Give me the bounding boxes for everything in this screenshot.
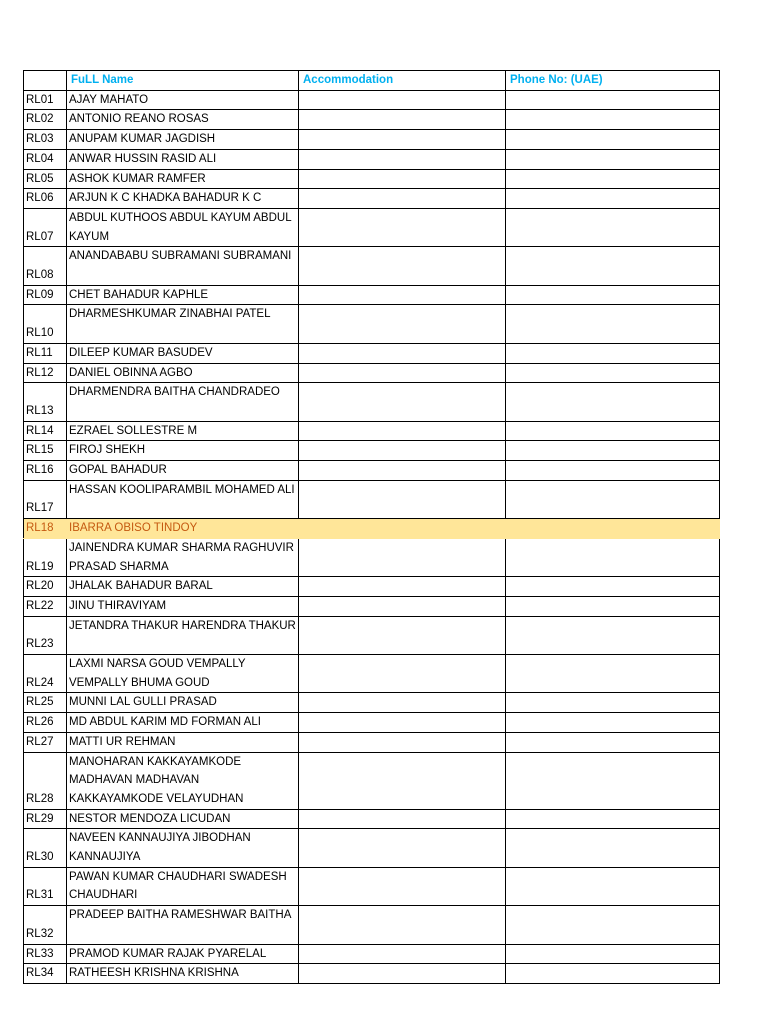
cell-id: RL14 [24,421,67,441]
cell-phone [506,110,720,130]
cell-id: RL16 [24,461,67,481]
cell-full-name: IBARRA OBISO TINDOY [67,519,299,539]
table-row [24,519,720,539]
cell-id: RL29 [24,809,67,829]
table-row [24,285,720,305]
cell-full-name: ASHOK KUMAR RAMFER [67,169,299,189]
cell-phone [506,596,720,616]
cell-phone [506,130,720,150]
cell-id: RL19 [24,538,67,576]
cell-id: RL03 [24,130,67,150]
cell-id: RL01 [24,90,67,110]
table-row [24,208,720,246]
table-row [24,944,720,964]
cell-full-name: GOPAL BAHADUR [67,461,299,481]
cell-accommodation [299,149,506,169]
table-row [24,480,720,518]
cell-id: RL33 [24,944,67,964]
cell-accommodation [299,480,506,518]
cell-full-name: JHALAK BAHADUR BARAL [67,577,299,597]
table-row [24,732,720,752]
cell-full-name: PAWAN KUMAR CHAUDHARI SWADESH CHAUDHARI [67,867,299,905]
cell-accommodation [299,944,506,964]
cell-accommodation [299,305,506,343]
cell-accommodation [299,285,506,305]
cell-accommodation [299,616,506,654]
cell-phone [506,208,720,246]
cell-id: RL27 [24,732,67,752]
table-row [24,363,720,383]
roster-table [23,70,720,984]
cell-phone [506,752,720,809]
cell-full-name: LAXMI NARSA GOUD VEMPALLY VEMPALLY BHUMA GOUD [67,655,299,693]
cell-id: RL13 [24,383,67,421]
cell-accommodation [299,655,506,693]
cell-id: RL28 [24,752,67,809]
cell-full-name: ABDUL KUTHOOS ABDUL KAYUM ABDUL KAYUM [67,208,299,246]
cell-full-name: PRADEEP BAITHA RAMESHWAR BAITHA [67,906,299,944]
cell-accommodation [299,441,506,461]
cell-id: RL32 [24,906,67,944]
cell-id: RL20 [24,577,67,597]
cell-accommodation [299,343,506,363]
cell-full-name: RATHEESH KRISHNA KRISHNA [67,964,299,984]
cell-full-name: MD ABDUL KARIM MD FORMAN ALI [67,713,299,733]
cell-accommodation [299,461,506,481]
cell-phone [506,964,720,984]
cell-full-name: ANWAR HUSSIN RASID ALI [67,149,299,169]
table-row [24,343,720,363]
table-row [24,189,720,209]
cell-full-name: DILEEP KUMAR BASUDEV [67,343,299,363]
cell-id: RL02 [24,110,67,130]
cell-accommodation [299,208,506,246]
cell-accommodation [299,538,506,576]
cell-id: RL09 [24,285,67,305]
cell-accommodation [299,596,506,616]
table-row [24,616,720,654]
table-row [24,693,720,713]
table-row [24,867,720,905]
cell-phone [506,906,720,944]
cell-phone [506,305,720,343]
cell-id: RL24 [24,655,67,693]
table-row [24,461,720,481]
cell-phone [506,285,720,305]
cell-id: RL17 [24,480,67,518]
cell-phone [506,944,720,964]
cell-full-name: DHARMENDRA BAITHA CHANDRADEO [67,383,299,421]
cell-phone [506,363,720,383]
cell-accommodation [299,90,506,110]
cell-phone [506,90,720,110]
cell-accommodation [299,693,506,713]
cell-accommodation [299,519,506,539]
table-row [24,90,720,110]
table-row [24,110,720,130]
cell-phone [506,441,720,461]
cell-full-name: DANIEL OBINNA AGBO [67,363,299,383]
cell-phone [506,480,720,518]
cell-accommodation [299,577,506,597]
cell-full-name: NESTOR MENDOZA LICUDAN [67,809,299,829]
cell-id: RL22 [24,596,67,616]
cell-id: RL08 [24,247,67,285]
cell-id: RL31 [24,867,67,905]
cell-accommodation [299,809,506,829]
cell-accommodation [299,383,506,421]
cell-accommodation [299,247,506,285]
cell-phone [506,809,720,829]
cell-id: RL26 [24,713,67,733]
cell-full-name: DHARMESHKUMAR ZINABHAI PATEL [67,305,299,343]
cell-accommodation [299,752,506,809]
cell-accommodation [299,130,506,150]
cell-id: RL05 [24,169,67,189]
cell-full-name: NAVEEN KANNAUJIYA JIBODHAN KANNAUJIYA [67,829,299,867]
cell-full-name: FIROJ SHEKH [67,441,299,461]
table-row [24,577,720,597]
cell-full-name: ANUPAM KUMAR JAGDISH [67,130,299,150]
cell-phone [506,577,720,597]
cell-full-name: MATTI UR REHMAN [67,732,299,752]
cell-accommodation [299,169,506,189]
cell-accommodation [299,829,506,867]
cell-phone [506,867,720,905]
cell-accommodation [299,713,506,733]
cell-accommodation [299,189,506,209]
table-row [24,441,720,461]
cell-accommodation [299,732,506,752]
cell-accommodation [299,110,506,130]
header-full-name: FuLL Name [67,71,299,91]
cell-accommodation [299,421,506,441]
cell-phone [506,655,720,693]
table-body [24,90,720,983]
cell-phone [506,421,720,441]
cell-full-name: ANANDABABU SUBRAMANI SUBRAMANI [67,247,299,285]
cell-full-name: JINU THIRAVIYAM [67,596,299,616]
cell-id: RL30 [24,829,67,867]
cell-full-name: JETANDRA THAKUR HARENDRA THAKUR [67,616,299,654]
table-row [24,809,720,829]
cell-full-name: ANTONIO REANO ROSAS [67,110,299,130]
table-row [24,906,720,944]
cell-full-name: AJAY MAHATO [67,90,299,110]
cell-id: RL11 [24,343,67,363]
header-row [24,71,720,91]
cell-phone [506,519,720,539]
table-row [24,752,720,809]
cell-full-name: EZRAEL SOLLESTRE M [67,421,299,441]
cell-id: RL34 [24,964,67,984]
table-row [24,247,720,285]
table-row [24,421,720,441]
cell-phone [506,693,720,713]
cell-id: RL06 [24,189,67,209]
table-row [24,305,720,343]
cell-phone [506,732,720,752]
cell-id: RL18 [24,519,67,539]
table-row [24,130,720,150]
cell-full-name: HASSAN KOOLIPARAMBIL MOHAMED ALI [67,480,299,518]
cell-accommodation [299,867,506,905]
table-row [24,713,720,733]
cell-phone [506,461,720,481]
cell-phone [506,616,720,654]
cell-full-name: MANOHARAN KAKKAYAMKODE MADHAVAN MADHAVAN KAKKAYAMKODE VELAYUDHAN [67,752,299,809]
cell-full-name: PRAMOD KUMAR RAJAK PYARELAL [67,944,299,964]
cell-phone [506,169,720,189]
cell-id: RL15 [24,441,67,461]
table-row [24,169,720,189]
cell-phone [506,149,720,169]
table-row [24,149,720,169]
cell-id: RL07 [24,208,67,246]
cell-full-name: CHET BAHADUR KAPHLE [67,285,299,305]
header-phone: Phone No: (UAE) [506,71,720,91]
table-row [24,964,720,984]
table-row [24,383,720,421]
cell-accommodation [299,363,506,383]
cell-id: RL04 [24,149,67,169]
cell-phone [506,829,720,867]
table-row [24,655,720,693]
cell-id: RL23 [24,616,67,654]
cell-id: RL12 [24,363,67,383]
table-row [24,829,720,867]
table-row [24,538,720,576]
cell-phone [506,189,720,209]
cell-phone [506,343,720,363]
table-row [24,596,720,616]
cell-accommodation [299,906,506,944]
cell-phone [506,247,720,285]
cell-phone [506,383,720,421]
cell-full-name: MUNNI LAL GULLI PRASAD [67,693,299,713]
cell-id: RL10 [24,305,67,343]
header-accommodation: Accommodation [299,71,506,91]
header-id [24,71,67,91]
cell-phone [506,713,720,733]
cell-phone [506,538,720,576]
cell-accommodation [299,964,506,984]
cell-full-name: ARJUN K C KHADKA BAHADUR K C [67,189,299,209]
cell-id: RL25 [24,693,67,713]
cell-full-name: JAINENDRA KUMAR SHARMA RAGHUVIR PRASAD SHARMA [67,538,299,576]
